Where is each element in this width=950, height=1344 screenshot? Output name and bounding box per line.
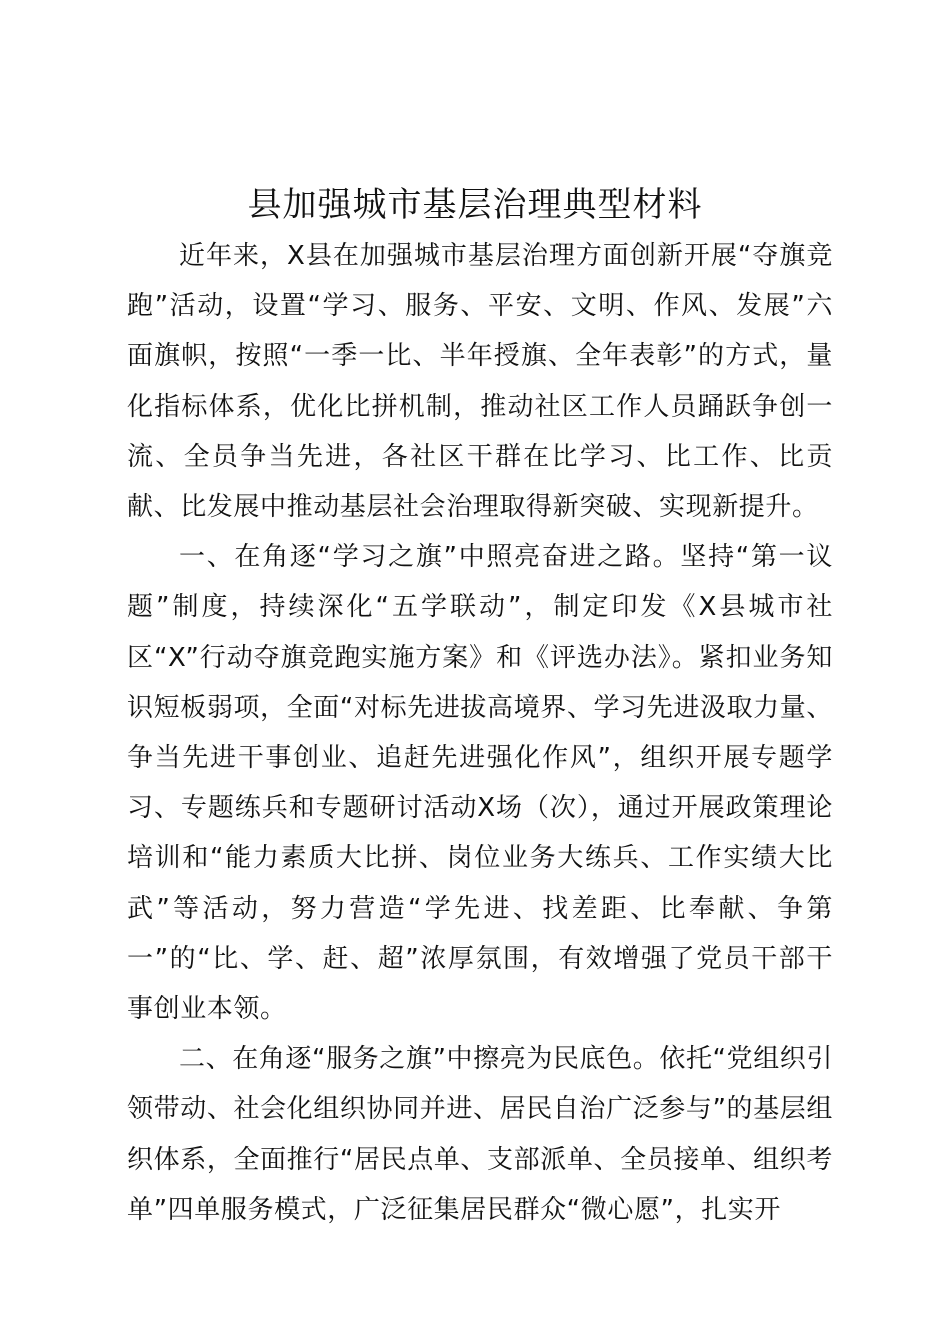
document-body: [127, 231, 833, 1235]
document-title: 县加强城市基层治理典型材料: [247, 185, 703, 225]
paragraph-intro: 近年来，X县在加强城市基层治理方面创新开展“夺旗竞跑”活动，设置“学习、服务、平安、文明、作风、发展”六面旗帜，按照“一季一比、半年授旗、全年表彰”的方式，量化指标体系，优化比拼机制，推动社区工作人员踊跃争创一流、全员争当先进，各社区干群在比学习、比工作、比贡献、比发展中推动基层社会治理取得新突破、实现新提升。: [127, 241, 833, 523]
paragraph-section-1: 一、在角逐“学习之旗”中照亮奋进之路。坚持“第一议题”制度，持续深化“五学联动”，制定印发《X县城市社区“X”行动夺旗竞跑实施方案》和《评选办法》。紧扣业务知识短板弱项，全面“对标先进拔高境界、学习先进汲取力量、争当先进干事创业、追赶先进强化作风”，组织开展专题学习、专题练兵和专题研讨活动X场（次），通过开展政策理论培训和“能力素质大比拼、岗位业务大练兵、工作实绩大比武”等活动，努力营造“学先进、找差距、比奉献、争第一”的“比、学、赶、超”浓厚氛围，有效增强了党员干部干事创业本领。: [127, 542, 833, 1025]
paragraph-section-2: 二、在角逐“服务之旗”中擦亮为民底色。依托“党组织引领带动、社会化组织协同并进、居民自治广泛参与”的基层组织体系，全面推行“居民点单、支部派单、全员接单、组织考单”四单服务模式，广泛征集居民群众“微心愿”，扎实开: [127, 1044, 834, 1225]
